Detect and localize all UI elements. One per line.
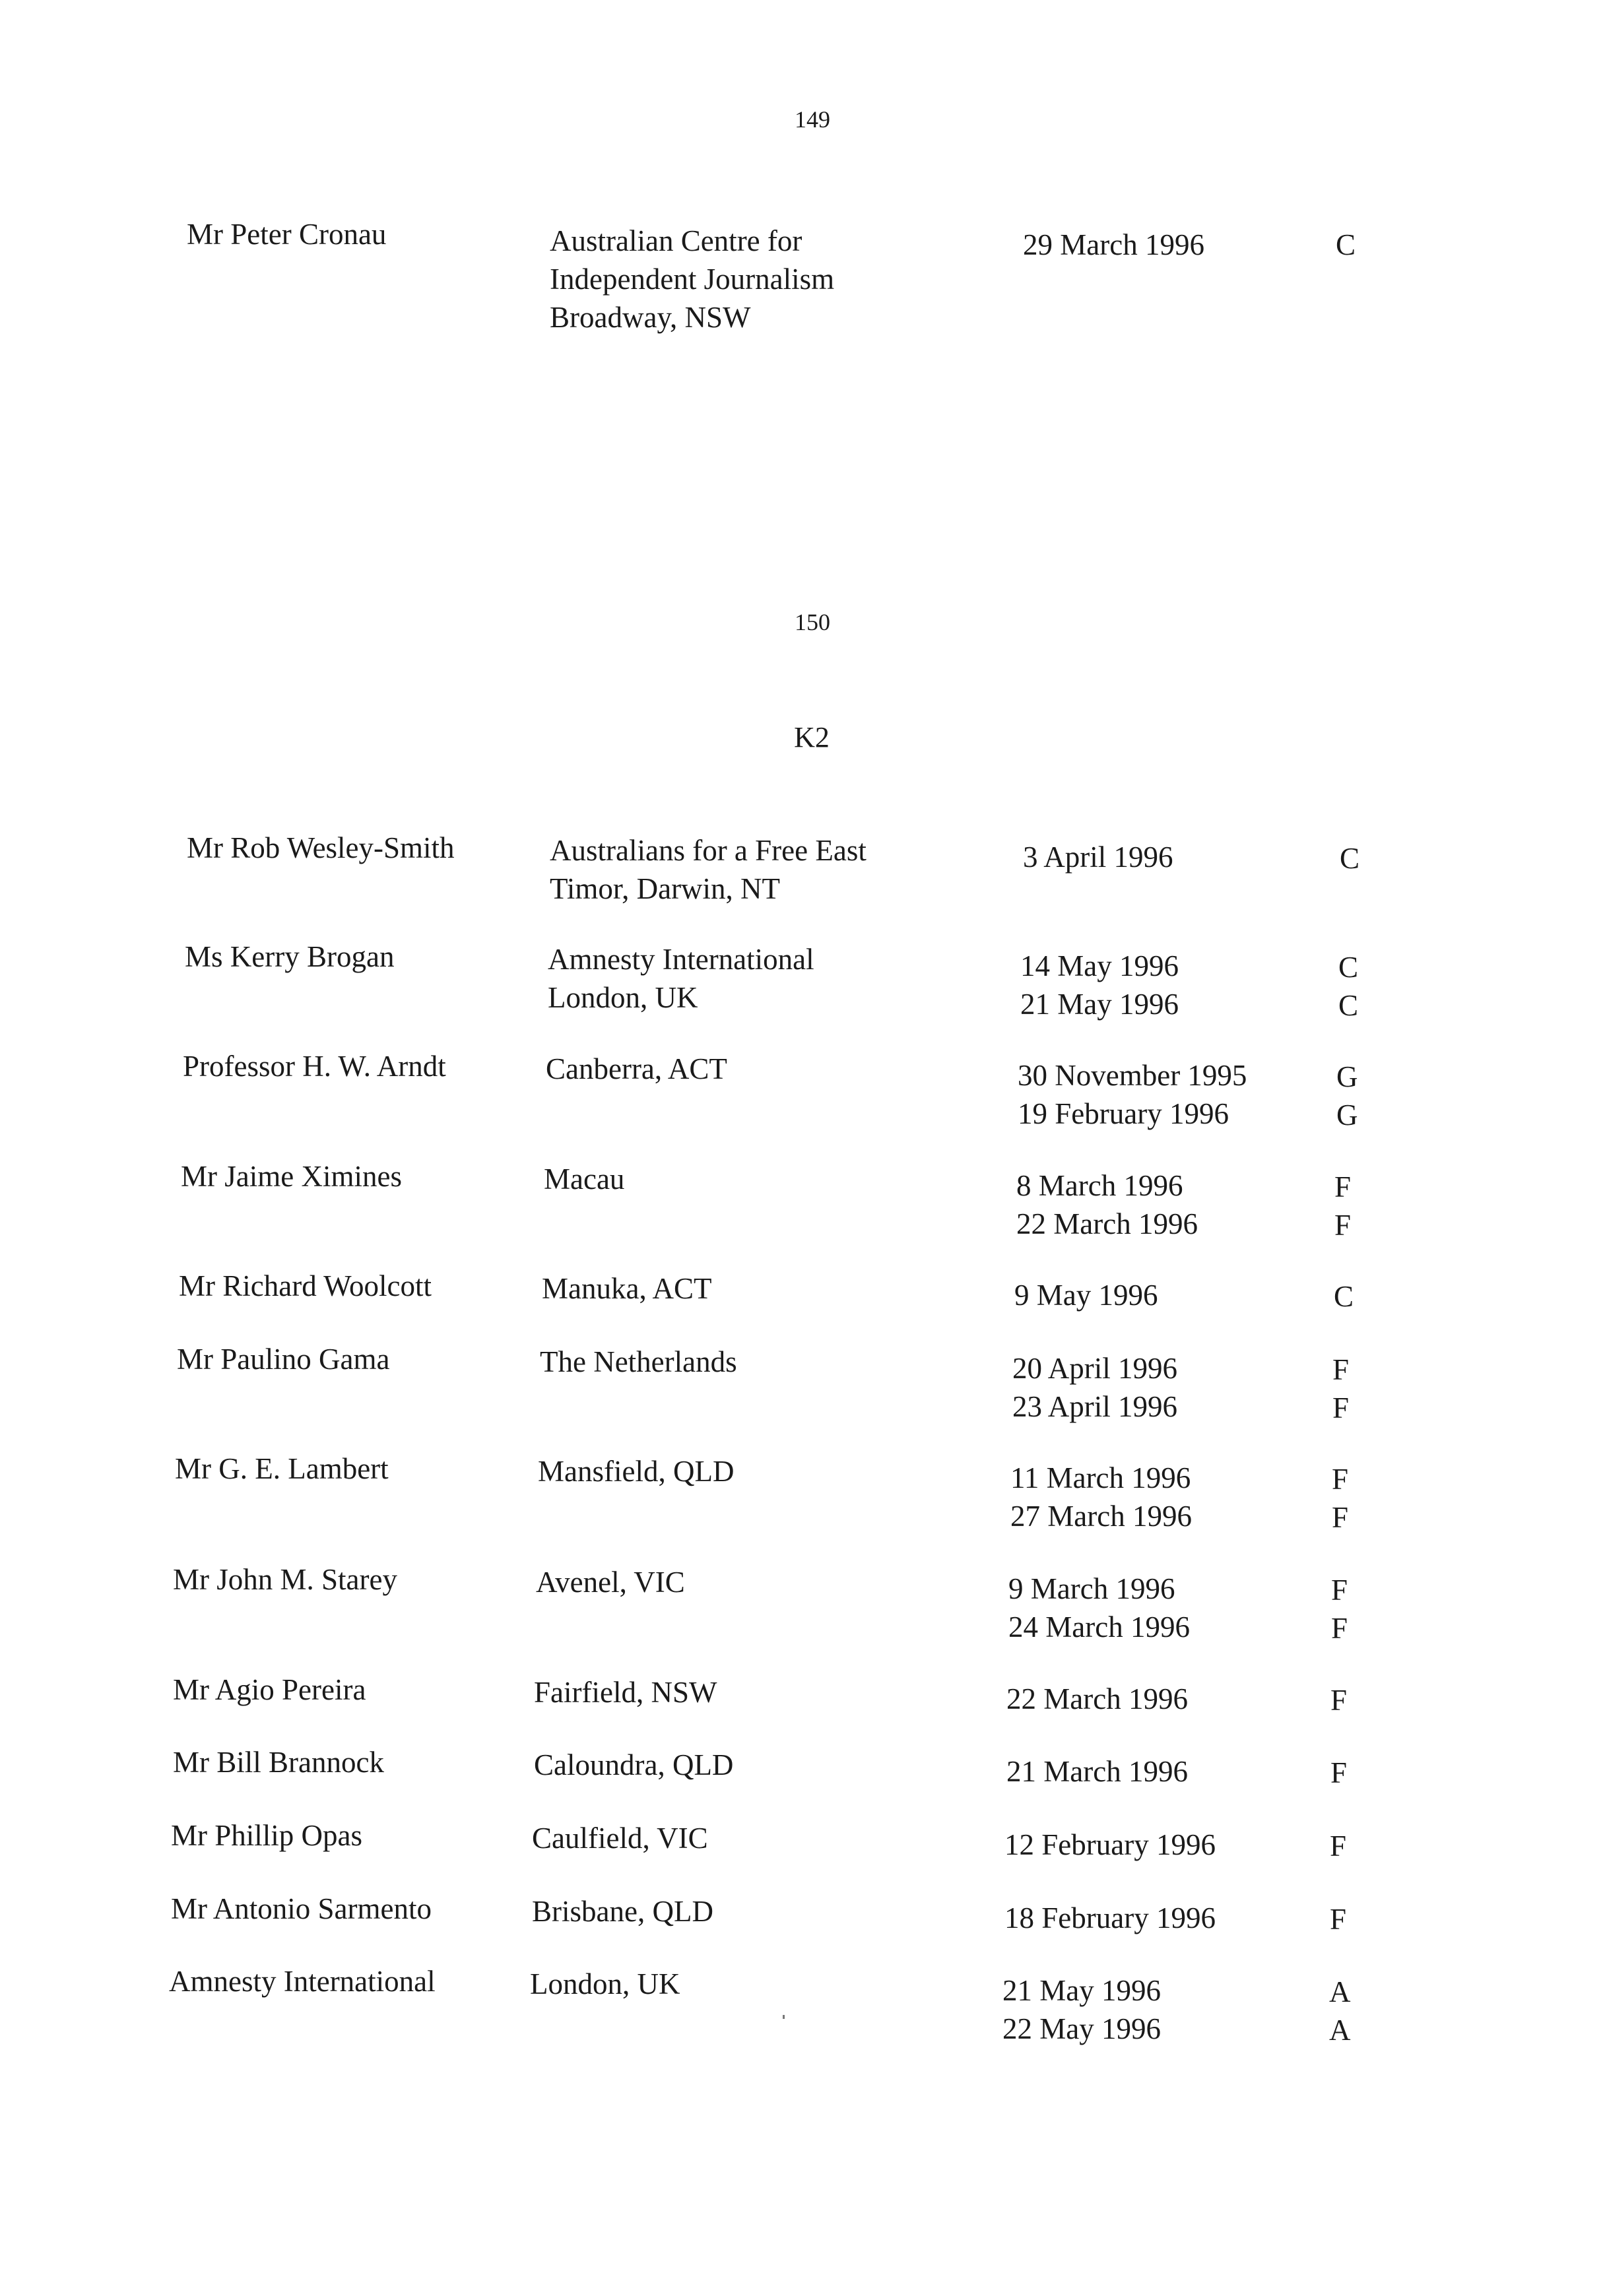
category-code: C <box>1338 989 1359 1022</box>
page-number-150: 150 <box>795 609 830 635</box>
scan-speck <box>783 2015 785 2019</box>
category-code: F <box>1330 1756 1348 1789</box>
witness-name: Mr Jaime Ximines <box>181 1160 402 1193</box>
category-code: F <box>1331 1574 1348 1607</box>
witness-dates <box>1006 1680 1188 1718</box>
witness-codes <box>1340 839 1366 877</box>
location-line: Macau <box>544 1163 625 1196</box>
witness-name: Amnesty International <box>169 1965 436 1998</box>
witness-entry <box>0 1560 1605 1645</box>
witness-name: Mr John M. Starey <box>173 1563 397 1596</box>
witness-entry <box>0 1816 1605 1863</box>
witness-location: Australian Centre for Independent Journalism Broadway, NSW <box>550 224 835 334</box>
witness-name: Mr Bill Brannock <box>173 1746 384 1779</box>
witness-dates: 29 March 1996 <box>1023 228 1204 261</box>
witness-name: Professor H. W. Arndt <box>183 1050 446 1083</box>
witness-dates <box>1008 1570 1190 1646</box>
witness-entry <box>0 1671 1605 1717</box>
witness-codes <box>1330 1754 1357 1792</box>
location-line: Caloundra, QLD <box>534 1748 734 1781</box>
category-code: F <box>1330 1684 1348 1717</box>
category-code: F <box>1334 1209 1352 1242</box>
category-code: F <box>1330 1830 1347 1863</box>
category-code: F <box>1332 1391 1350 1424</box>
witness-location <box>534 1673 717 1711</box>
witness-dates <box>1020 947 1179 1023</box>
category-code: F <box>1334 1170 1352 1203</box>
witness-codes <box>1330 1681 1357 1719</box>
witness-name: Mr Richard Woolcott <box>179 1269 432 1302</box>
witness-entry <box>0 1157 1605 1242</box>
witness-entry <box>0 1890 1605 1936</box>
witness-codes: C <box>1336 228 1356 261</box>
category-code: F <box>1332 1501 1349 1534</box>
witness-codes <box>1332 1460 1358 1537</box>
hearing-date: 22 March 1996 <box>1006 1682 1188 1715</box>
location-line: Caulfield, VIC <box>532 1822 708 1855</box>
hearing-date: 12 February 1996 <box>1004 1828 1216 1861</box>
witness-dates <box>1002 1971 1161 2048</box>
witness-entry <box>0 1450 1605 1534</box>
category-code: G <box>1336 1099 1358 1132</box>
witness-codes <box>1329 1973 1356 2049</box>
witness-entry <box>0 829 1605 905</box>
section-label: K2 <box>794 721 830 753</box>
witness-location <box>544 1160 624 1198</box>
witness-codes <box>1334 1277 1360 1316</box>
witness-location <box>542 1269 711 1308</box>
category-code: A <box>1329 2014 1351 2047</box>
witness-name: Mr Phillip Opas <box>171 1819 363 1852</box>
witness-entry-cronau <box>0 215 1605 334</box>
witness-entry <box>0 1047 1605 1132</box>
hearing-date: 22 May 1996 <box>1002 2012 1161 2045</box>
witness-dates <box>1006 1752 1188 1791</box>
location-line: Mansfield, QLD <box>538 1455 735 1488</box>
witness-codes <box>1334 1168 1361 1244</box>
hearing-date: 18 February 1996 <box>1004 1901 1216 1934</box>
witness-entry <box>0 1267 1605 1313</box>
witness-name: Mr Peter Cronau <box>187 218 387 251</box>
witness-dates <box>1010 1459 1192 1535</box>
witness-entry <box>0 1962 1605 2047</box>
location-line: Brisbane, QLD <box>532 1895 713 1928</box>
witness-dates <box>1018 1056 1247 1133</box>
category-code: A <box>1329 1975 1351 2008</box>
witness-codes <box>1332 1351 1359 1427</box>
hearing-date: 8 March 1996 <box>1016 1169 1183 1202</box>
witness-codes <box>1338 948 1365 1025</box>
witness-location <box>546 1050 727 1088</box>
witness-location <box>540 1343 737 1381</box>
witness-dates <box>1016 1166 1198 1243</box>
hearing-date: 24 March 1996 <box>1008 1610 1190 1643</box>
witness-entry <box>0 938 1605 1022</box>
category-code: C <box>1338 951 1359 984</box>
hearing-date: 14 May 1996 <box>1020 949 1179 982</box>
witness-name: Mr Paulino Gama <box>177 1343 390 1376</box>
witness-location <box>530 1965 680 2003</box>
location-line: Canberra, ACT <box>546 1052 727 1085</box>
witness-codes <box>1336 1058 1363 1134</box>
hearing-date: 3 April 1996 <box>1023 841 1173 874</box>
witness-dates <box>1004 1826 1216 1864</box>
hearing-date: 11 March 1996 <box>1010 1461 1191 1494</box>
page-number-149: 149 <box>795 106 830 133</box>
category-code: F <box>1332 1463 1349 1496</box>
location-line: Manuka, ACT <box>542 1272 712 1305</box>
category-code: G <box>1336 1060 1358 1093</box>
witness-dates <box>1012 1349 1177 1426</box>
location-line: Avenel, VIC <box>536 1566 685 1599</box>
witness-name: Mr Agio Pereira <box>173 1673 366 1706</box>
location-line: Australians for a Free East <box>550 834 867 867</box>
witness-name: Mr G. E. Lambert <box>175 1452 389 1485</box>
witness-entry <box>0 1743 1605 1789</box>
hearing-date: 27 March 1996 <box>1010 1500 1192 1533</box>
witness-location <box>534 1746 733 1784</box>
location-line: Timor, Darwin, NT <box>550 872 781 905</box>
witness-name: Mr Antonio Sarmento <box>171 1892 432 1925</box>
witness-dates <box>1004 1899 1216 1937</box>
witness-location <box>532 1819 708 1857</box>
hearing-date: 21 May 1996 <box>1020 988 1179 1021</box>
location-line: Amnesty International <box>548 943 814 976</box>
witness-name: Ms Kerry Brogan <box>185 940 395 973</box>
category-code: F <box>1332 1353 1350 1386</box>
witness-location <box>538 1452 734 1490</box>
hearing-date: 30 November 1995 <box>1018 1059 1247 1092</box>
witness-location <box>550 831 867 908</box>
witness-dates <box>1014 1276 1158 1314</box>
location-line: London, UK <box>530 1967 680 2000</box>
hearing-date: 21 March 1996 <box>1006 1755 1188 1788</box>
hearing-date: 9 May 1996 <box>1014 1279 1158 1312</box>
hearing-date: 19 February 1996 <box>1018 1097 1229 1130</box>
witness-codes <box>1330 1827 1356 1865</box>
location-line: Fairfield, NSW <box>534 1676 717 1709</box>
witness-name: Mr Rob Wesley-Smith <box>187 831 455 864</box>
hearing-date: 23 April 1996 <box>1012 1390 1178 1423</box>
location-line: London, UK <box>548 981 698 1014</box>
hearing-date: 21 May 1996 <box>1002 1974 1161 2007</box>
location-line: The Netherlands <box>540 1345 737 1378</box>
hearing-date: 20 April 1996 <box>1012 1352 1178 1385</box>
witness-location <box>536 1563 685 1601</box>
witness-entry <box>0 1340 1605 1424</box>
witness-dates <box>1023 838 1173 876</box>
witness-codes <box>1331 1571 1358 1647</box>
witness-location <box>532 1892 713 1930</box>
category-code: C <box>1340 842 1360 875</box>
witness-codes <box>1330 1900 1356 1938</box>
hearing-date: 9 March 1996 <box>1008 1572 1175 1605</box>
witness-location <box>548 940 814 1017</box>
category-code: F <box>1330 1903 1347 1936</box>
hearing-date: 22 March 1996 <box>1016 1207 1198 1240</box>
category-code: F <box>1331 1612 1348 1645</box>
category-code: C <box>1334 1280 1354 1313</box>
